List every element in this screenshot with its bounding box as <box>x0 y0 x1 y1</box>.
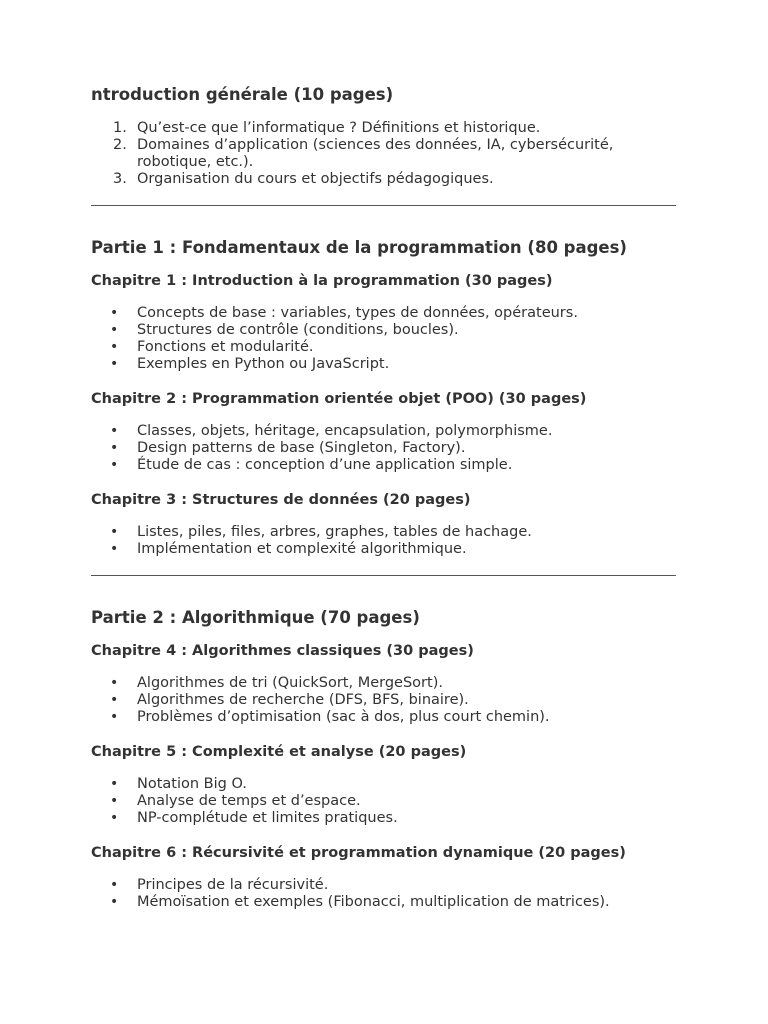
document-page <box>91 84 676 911</box>
list-item-text: Structures de contrôle (conditions, boucles). <box>137 322 459 338</box>
chapter-6-list <box>91 877 676 911</box>
list-number: 1. <box>113 120 127 136</box>
bullet-icon: • <box>110 305 119 321</box>
list-item-text: Analyse de temps et d’espace. <box>137 793 361 809</box>
chapter-2-list <box>91 423 676 474</box>
chapter-5-list <box>91 776 676 827</box>
list-item-text: Implémentation et complexité algorithmique. <box>137 541 467 557</box>
list-item <box>91 322 676 339</box>
part-2-heading: Partie 2 : Algorithmique (70 pages) <box>91 608 420 627</box>
chapter-1-list <box>91 305 676 373</box>
list-item <box>91 137 676 154</box>
chapter-6-heading: Chapitre 6 : Récursivité et programmation dynamique (20 pages) <box>91 845 626 861</box>
list-item-text: Exemples en Python ou JavaScript. <box>137 356 390 372</box>
list-item-text: Classes, objets, héritage, encapsulation, polymorphisme. <box>137 423 553 439</box>
list-item <box>91 541 676 558</box>
bullet-icon: • <box>110 776 119 792</box>
list-item <box>91 675 676 692</box>
bullet-icon: • <box>110 541 119 557</box>
list-item-continuation <box>91 154 676 171</box>
chapter-1-heading: Chapitre 1 : Introduction à la programmation (30 pages) <box>91 273 553 289</box>
list-item <box>91 810 676 827</box>
list-item <box>91 524 676 541</box>
list-item <box>91 776 676 793</box>
bullet-icon: • <box>110 440 119 456</box>
section-divider <box>91 575 676 576</box>
list-item <box>91 440 676 457</box>
list-item <box>91 305 676 322</box>
bullet-icon: • <box>110 810 119 826</box>
bullet-icon: • <box>110 524 119 540</box>
list-item-text: Listes, piles, files, arbres, graphes, tables de hachage. <box>137 524 532 540</box>
list-item-text: Fonctions et modularité. <box>137 339 314 355</box>
list-number: 3. <box>113 171 127 187</box>
intro-list <box>91 120 676 188</box>
list-item <box>91 692 676 709</box>
section-divider <box>91 205 676 206</box>
list-item <box>91 793 676 810</box>
chapter-2-heading: Chapitre 2 : Programmation orientée objet (POO) (30 pages) <box>91 391 587 407</box>
bullet-icon: • <box>110 894 119 910</box>
chapter-3-heading: Chapitre 3 : Structures de données (20 pages) <box>91 492 471 508</box>
list-number: 2. <box>113 137 127 153</box>
list-item <box>91 120 676 137</box>
chapter-3-list <box>91 524 676 558</box>
list-item-text: Mémoïsation et exemples (Fibonacci, multiplication de matrices). <box>137 894 610 910</box>
list-item-text: Étude de cas : conception d’une application simple. <box>137 457 513 473</box>
list-item <box>91 423 676 440</box>
bullet-icon: • <box>110 356 119 372</box>
list-item <box>91 339 676 356</box>
chapter-4-heading: Chapitre 4 : Algorithmes classiques (30 pages) <box>91 643 474 659</box>
list-item <box>91 894 676 911</box>
list-item-text: Algorithmes de tri (QuickSort, MergeSort). <box>137 675 443 691</box>
part-1-heading: Partie 1 : Fondamentaux de la programmation (80 pages) <box>91 238 627 257</box>
list-item-text: Qu’est-ce que l’informatique ? Définitions et historique. <box>137 120 541 136</box>
bullet-icon: • <box>110 423 119 439</box>
list-item-text: Design patterns de base (Singleton, Factory). <box>137 440 466 456</box>
intro-heading: ntroduction générale (10 pages) <box>91 85 394 104</box>
bullet-icon: • <box>110 692 119 708</box>
list-item-text: NP-complétude et limites pratiques. <box>137 810 398 826</box>
bullet-icon: • <box>110 709 119 725</box>
list-item-text: Algorithmes de recherche (DFS, BFS, binaire). <box>137 692 469 708</box>
list-item <box>91 171 676 188</box>
bullet-icon: • <box>110 793 119 809</box>
list-item-text: Problèmes d’optimisation (sac à dos, plus court chemin). <box>137 709 550 725</box>
list-item-text: Notation Big O. <box>137 776 247 792</box>
chapter-4-list <box>91 675 676 726</box>
chapter-5-heading: Chapitre 5 : Complexité et analyse (20 pages) <box>91 744 467 760</box>
bullet-icon: • <box>110 675 119 691</box>
list-item-text: robotique, etc.). <box>137 154 254 170</box>
list-item-text: Concepts de base : variables, types de données, opérateurs. <box>137 305 578 321</box>
list-item-text: Domaines d’application (sciences des données, IA, cybersécurité, <box>137 137 614 153</box>
list-item <box>91 356 676 373</box>
bullet-icon: • <box>110 457 119 473</box>
list-item-text: Principes de la récursivité. <box>137 877 329 893</box>
bullet-icon: • <box>110 322 119 338</box>
list-item-text: Organisation du cours et objectifs pédagogiques. <box>137 171 494 187</box>
list-item <box>91 709 676 726</box>
list-item <box>91 457 676 474</box>
bullet-icon: • <box>110 877 119 893</box>
bullet-icon: • <box>110 339 119 355</box>
list-item <box>91 877 676 894</box>
